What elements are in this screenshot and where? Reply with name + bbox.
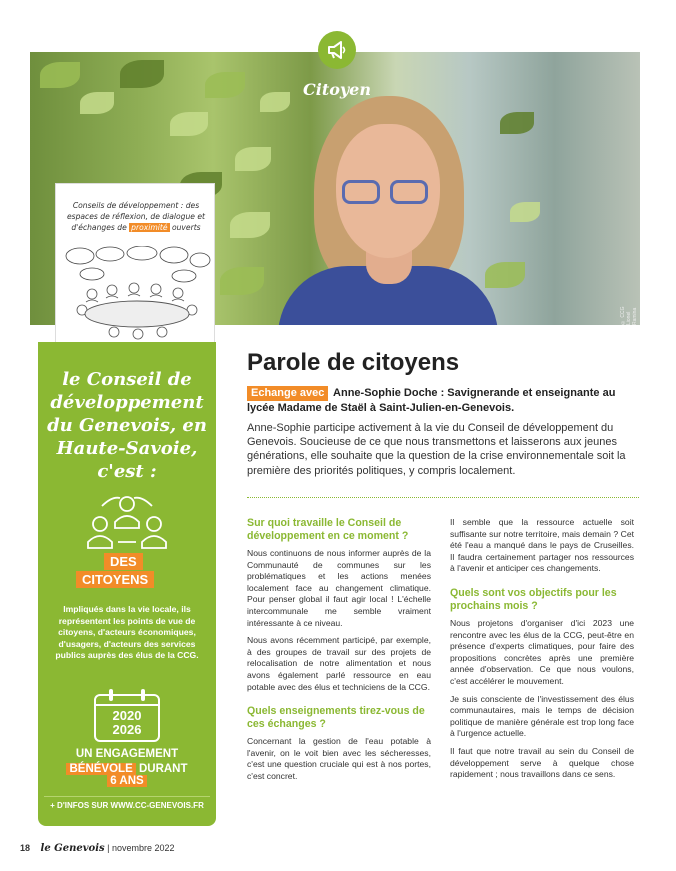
question-1: Sur quoi travaille le Conseil de développement en ce moment ? [247, 517, 409, 542]
answer-2-p2: Il semble que la ressource actuelle soit suffisante sur notre territoire, mais demain ? Cet été l'eau a manqué dans le pays de Cruseilles. Il faudra certainement partager nos ressources à l'avenir et anticiper ces changements. [450, 517, 634, 574]
page-footer [20, 843, 175, 854]
sidebar-title: le Conseil de développement du Genevois, en Haute-Savoie, c'est : [47, 369, 207, 482]
question-2: Quels enseignements tirez-vous de ces échanges ? [247, 705, 425, 731]
benevole-badge: BÉNÉVOLE [66, 763, 135, 775]
issue-date: | novembre 2022 [107, 843, 175, 853]
illustration-caption: Conseils de développement : des espaces de réflexion, de dialogue et d'échanges de proximité ouverts [66, 201, 206, 232]
year-end: 2026 [112, 722, 142, 737]
meeting-sketch-icon [62, 246, 212, 340]
answer-2-p1: Concernant la gestion de l'eau potable à l'avenir, on le voit bien avec les sécheresses, c'est une question cruciale qui est à nos portes, c'est concret. [247, 736, 431, 781]
magazine-name: le Genevois [40, 843, 105, 854]
duration-badge: 6 ANS [107, 775, 146, 787]
divider [247, 497, 639, 498]
megaphone-icon [318, 31, 356, 69]
article-intro: Anne-Sophie participe activement à la vie du Conseil de développement du Genevois. Soucieuse de ce que nous transmettons et laisserons aux jeunes générations, elle souhaite que la question de la crise environnementale soit la première des priorités politiques, y compris localement. [247, 422, 626, 477]
engagement-line: UN ENGAGEMENT [75, 748, 179, 760]
page-number: 18 [20, 843, 31, 853]
section-label: Citoyen [303, 80, 371, 99]
highlight-proximite: proximité [131, 223, 168, 232]
article-title: Parole de citoyens [247, 349, 460, 376]
answer-1-p1: Nous continuons de nous informer auprès de la Communauté de communes sur les problématiques et les actions menées localement face au changement climatique. Pour penser global il faut agir local ! L'échelle intercommunale me semble vraiment intéressante à ce niveau. [247, 548, 431, 628]
people-group-icon [82, 492, 172, 550]
des-badge: DES [104, 553, 143, 570]
answer-3-p1: Nous projetons d'organiser d'ici 2023 une rencontre avec les élus de la CCG, peut-être en présence d'experts climatiques, pour faire des propositions concrètes après une première année d'observation. Ce que nous voulons, c'est accélérer le mouvement. [450, 617, 634, 686]
year-start: 2020 [112, 708, 142, 723]
column-left [247, 517, 431, 789]
article-subtitle: Echange avec Anne-Sophie Doche : Savignerande et enseignante au lycée Madame de Staël à Saint-Julien-en-Genevois. [247, 387, 616, 414]
answer-1-p2: Nous avons récemment participé, par exemple, à des groupes de travail sur des projets de relocalisation de notre alimentation et nous avons également parlé ressource en eau potable avec des élus et techniciens de la CCG. [247, 635, 431, 692]
sidebar-description: Impliqués dans la vie locale, ils représentent les points de vue de citoyens, d'acteurs économiques, d'usagers, d'acteurs des services publics auprès des élus de la CCG. [55, 604, 199, 660]
question-3: Quels sont vos objectifs pour les prochains mois ? [450, 586, 617, 612]
benevole-line: BÉNÉVOLE DURANT 6 ANS [52, 763, 202, 787]
answer-3-p3: Il faut que notre travail au sein du Conseil de développement serve à quelque chose rapidement ; nous travaillons dans ce sens. [450, 745, 634, 780]
sidebar-panel [38, 342, 216, 826]
column-right [450, 517, 634, 787]
portrait-anne-sophie [278, 80, 498, 325]
photo-credit: © CCG Lionel Ramina [620, 306, 638, 325]
citoyens-badge: CITOYENS [76, 571, 154, 588]
answer-3-p2: Je suis consciente de l'investissement des élus communautaires, mais le temps de décision politique de manière générale est trop long face à l'urgence actuelle. [450, 693, 634, 739]
info-link[interactable]: + D'INFOS SUR WWW.CC-GENEVOIS.FR [44, 796, 210, 810]
illustration-box [55, 183, 215, 345]
echange-badge: Echange avec [247, 386, 328, 401]
